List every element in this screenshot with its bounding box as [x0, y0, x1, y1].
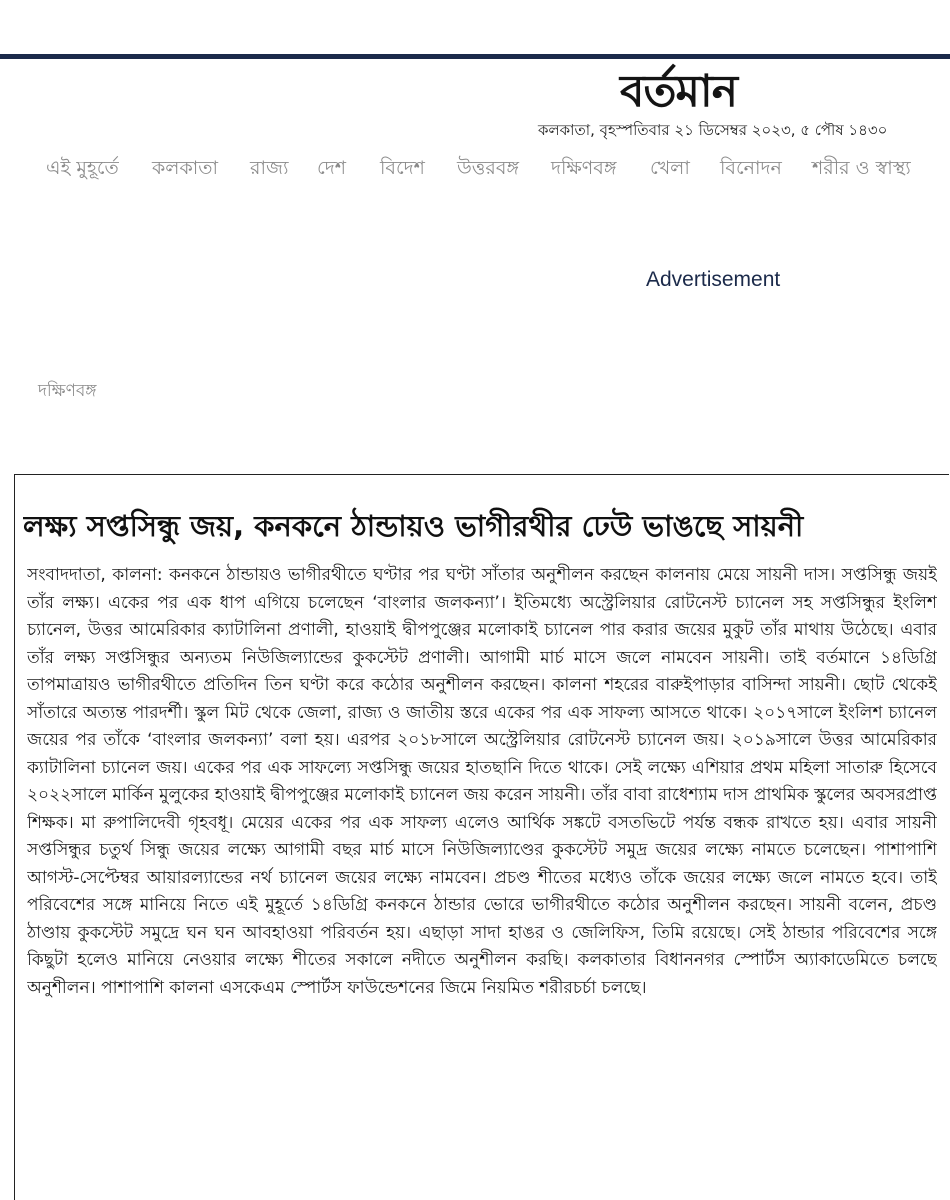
section-nav [0, 154, 950, 182]
nav-item-ei-muhurte[interactable]: এই মুহূর্তে [46, 157, 119, 179]
nav-item-kolkata[interactable]: কলকাতা [152, 157, 219, 179]
article [14, 474, 949, 1200]
nav-item-uttarbanga[interactable]: উত্তরবঙ্গ [457, 157, 520, 179]
nav-item-khela[interactable]: খেলা [650, 157, 690, 179]
nav-item-desh[interactable]: দেশ [317, 157, 346, 179]
section-label[interactable]: দক্ষিণবঙ্গ [38, 381, 97, 401]
nav-item-bidesh[interactable]: বিদেশ [380, 157, 425, 179]
nav-item-rajya[interactable]: রাজ্য [250, 157, 289, 179]
masthead-dateline: কলকাতা, বৃহস্পতিবার ২১ ডিসেম্বর ২০২৩, ৫ পৌষ ১৪৩০ [538, 121, 888, 139]
nav-item-binodan[interactable]: বিনোদন [720, 157, 782, 179]
nav-item-sharir-swasthya[interactable]: শরীর ও স্বাস্থ্য [812, 157, 911, 179]
newspaper-logo[interactable]: বর্তমান [620, 66, 737, 117]
masthead-top-rule [0, 54, 950, 59]
article-headline: লক্ষ্য সপ্তসিন্ধু জয়, কনকনে ঠান্ডায়ও ভাগীরথীর ঢেউ ভাঙছে সায়নী [23, 509, 804, 544]
article-body: সংবাদদাতা, কালনা: কনকনে ঠান্ডায়ও ভাগীরথীতে ঘণ্টার পর ঘণ্টা সাঁতার অনুশীলন করছেন কালনায় মেয়ে সায়নী দাস। সপ্তসিন্ধু জয়ই তাঁর লক্ষ্য। একের পর এক ধাপ এগিয়ে চলেছেন ‘বাংলার জলকন্যা’। ইতিমধ্যে অস্ট্রেলিয়ার রোটনেস্ট চ্যানেল সহ সপ্তসিন্ধুর ইংলিশ চ্যানেল, উত্তর আমেরিকার ক্যাটালিনা প্রণালী, হাওয়াই দ্বীপপুঞ্জের মলোকাই চ্যানেল পার করার জয়ের মুকুট তাঁর মাথায় উঠেছে। এবার তাঁর লক্ষ্য সপ্তসিন্ধুর অন্যতম নিউজিল্যান্ডের কুকস্টেট প্রণালী। আগামী মার্চ মাসে জলে নামবেন সায়নী। তাই বর্তমানে ১৪ডিগ্রি তাপমাত্রায়ও ভাগীরথীতে প্রতিদিন তিন ঘণ্টা করে কঠোর অনুশীলন করছেন। কালনা শহরের বারুইপাড়ার বাসিন্দা সায়নী। ছোট থেকেই সাঁতারে অত্যন্ত পারদর্শী। স্কুল মিট থেকে জেলা, রাজ্য ও জাতীয় স্তরে একের পর এক সাফল্য আসতে থাকে। ২০১৭সালে ইংলিশ চ্যানেল জয়ের পর তাঁকে ‘বাংলার জলকন্যা’ বলা হয়। এরপর ২০১৮সালে অস্ট্রেলিয়ার রোটনেস্ট চ্যানেল জয়। ২০১৯সালে উত্তর আমেরিকার ক্যাটালিনা চ্যানেল জয়। একের পর এক সাফল্যে সপ্তসিন্ধু জয়ের হাতছানি দিতে থাকে। সেই লক্ষ্যে এশিয়ার প্রথম মহিলা সাতারু হিসেবে ২০২২সালে মার্কিন মুলুকের হাওয়াই দ্বীপপুঞ্জের মলোকাই চ্যানেল জয় করেন সায়নী। তাঁর বাবা রাধেশ্যাম দাস প্রাথমিক স্কুলের অবসরপ্রাপ্ত শিক্ষক। মা রুপালিদেবী গৃহবধূ। মেয়ের একের পর এক সাফল্য এলেও আর্থিক সঙ্কটে বসতভিটে পর্যন্ত বন্ধক রাখতে হয়। এবার সায়নী সপ্তসিন্ধুর চতুর্থ সিন্ধু জয়ের লক্ষ্যে আগামী বছর মার্চ মাসে নিউজিল্যাণ্ডের কুকস্টেট সমুদ্র জয়ের লক্ষ্যে নামতে চলেছেন। পাশাপাশি আগস্ট-সেপ্টেম্বর আয়ারল্যান্ডের নর্থ চ্যানেল জয়ের লক্ষ্যে নামবেন। প্রচণ্ড শীতের মধ্যেও তাঁকে জয়ের লক্ষ্যে জলে নামতে হবে। তাই পরিবেশের সঙ্গে মানিয়ে নিতে এই মুহূর্তে ১৪ডিগ্রি কনকনে ঠান্ডার ভোরে ভাগীরথীতে কঠোর অনুশীলন করছেন। সায়নী বলেন, প্রচণ্ড ঠাণ্ডায় কুকস্টেট সমুদ্রে ঘন ঘন আবহাওয়া পরিবর্তন হয়। এছাড়া সাদা হাঙর ও জেলিফিস, তিমি রয়েছে। সেই ঠান্ডার পরিবেশের সঙ্গে কিছুটা হলেও মানিয়ে নেওয়ার লক্ষ্যে শীতের সকালে নদীতে অনুশীলন করছি। কলকাতার বিধাননগর স্পোর্টস অ্যাকাডেমিতে চলছে অনুশীলন। পাশাপাশি কালনা এসকেএম স্পোর্টস ফাউন্ডেশনের জিমে নিয়মিত শরীরচর্চা চলছে। [27, 565, 937, 998]
advertisement-label: Advertisement [646, 268, 781, 291]
nav-item-dakshinbanga[interactable]: দক্ষিণবঙ্গ [551, 157, 617, 179]
